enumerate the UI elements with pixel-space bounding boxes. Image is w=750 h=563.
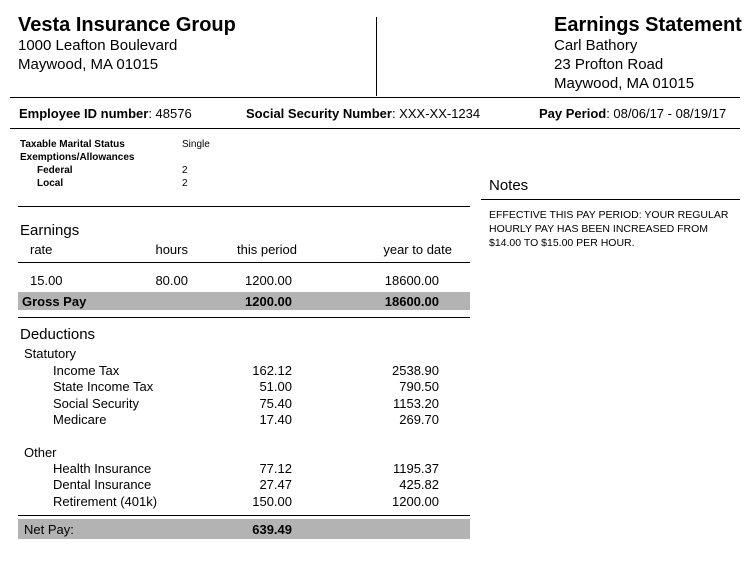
gross-pay-ytd: 18600.00 bbox=[384, 294, 439, 309]
earnings-hours: 80.00 bbox=[155, 273, 188, 288]
deduction-ytd: 1195.37 bbox=[392, 461, 439, 476]
federal-label: Federal bbox=[37, 165, 73, 176]
header-hours: hours bbox=[155, 242, 188, 257]
local-label: Local bbox=[37, 178, 64, 189]
deduction-ytd: 1200.00 bbox=[392, 494, 439, 509]
deductions-title: Deductions bbox=[20, 326, 96, 343]
deduction-this-period: 17.40 bbox=[259, 412, 292, 427]
marital-status-label: Taxable Marital Status bbox=[20, 139, 125, 150]
ssn bbox=[246, 106, 480, 121]
deduction-label: Retirement (401k) bbox=[53, 494, 158, 509]
other-title: Other bbox=[24, 445, 57, 460]
ssn-label: Social Security Number bbox=[246, 106, 392, 121]
company-address-line1: 1000 Leafton Boulevard bbox=[18, 37, 178, 54]
gross-rule bbox=[18, 317, 470, 318]
employee-name: Carl Bathory bbox=[554, 37, 638, 54]
deduction-this-period: 150.00 bbox=[252, 494, 292, 509]
header-ytd: year to date bbox=[383, 242, 452, 257]
earnings-ytd: 18600.00 bbox=[384, 273, 439, 288]
deduction-label: Income Tax bbox=[53, 363, 120, 378]
exemptions-label: Exemptions/Allowances bbox=[20, 152, 135, 163]
earnings-rate: 15.00 bbox=[30, 273, 63, 288]
id-rule bbox=[10, 128, 740, 129]
employee-address-line1: 23 Profton Road bbox=[554, 56, 664, 73]
marital-status-value: Single bbox=[182, 139, 210, 150]
federal-value: 2 bbox=[182, 165, 188, 176]
ssn-value: : XXX-XX-1234 bbox=[391, 106, 481, 121]
header-divider bbox=[376, 17, 377, 96]
deduction-ytd: 1153.20 bbox=[392, 396, 439, 411]
company-name: Vesta Insurance Group bbox=[18, 14, 236, 36]
deduction-ytd: 790.50 bbox=[399, 379, 439, 394]
deduction-this-period: 77.12 bbox=[259, 461, 292, 476]
tax-info-rule bbox=[18, 206, 470, 207]
earnings-this-period: 1200.00 bbox=[245, 273, 292, 288]
header-rate: rate bbox=[30, 242, 53, 257]
deduction-this-period: 51.00 bbox=[259, 379, 292, 394]
notes-text: EFFECTIVE THIS PAY PERIOD: YOUR REGULAR HOURLY PAY HAS BEEN INCREASED FROM $14.00 TO $15.00 PER HOUR. bbox=[489, 209, 729, 249]
pay-period bbox=[539, 106, 726, 121]
deduction-label: State Income Tax bbox=[53, 379, 154, 394]
statement-title: Earnings Statement bbox=[554, 14, 742, 36]
header-this-period: this period bbox=[237, 242, 297, 257]
deduction-label: Dental Insurance bbox=[53, 477, 152, 492]
deduction-label: Social Security bbox=[53, 396, 139, 411]
pay-period-value: : 08/06/17 - 08/19/17 bbox=[606, 106, 727, 121]
gross-pay-label: Gross Pay bbox=[22, 294, 87, 309]
gross-pay-this-period: 1200.00 bbox=[245, 294, 292, 309]
deduction-this-period: 27.47 bbox=[259, 477, 292, 492]
deduction-this-period: 75.40 bbox=[259, 396, 292, 411]
earnings-header-rule bbox=[18, 262, 470, 263]
employee-address-line2: Maywood, MA 01015 bbox=[554, 75, 695, 92]
notes-title: Notes bbox=[489, 177, 529, 194]
deduction-ytd: 2538.90 bbox=[392, 363, 439, 378]
net-pay-label: Net Pay: bbox=[24, 522, 74, 537]
employee-id bbox=[19, 106, 192, 121]
deduction-ytd: 269.70 bbox=[399, 412, 439, 427]
deduction-ytd: 425.82 bbox=[399, 477, 439, 492]
employee-id-value: : 48576 bbox=[148, 106, 192, 121]
statutory-title: Statutory bbox=[24, 346, 77, 361]
deduction-label: Health Insurance bbox=[53, 461, 152, 476]
employee-id-label: Employee ID number bbox=[19, 106, 149, 121]
company-address-line2: Maywood, MA 01015 bbox=[18, 56, 159, 73]
net-pay-value: 639.49 bbox=[252, 522, 292, 537]
deduction-label: Medicare bbox=[53, 412, 107, 427]
local-value: 2 bbox=[182, 178, 188, 189]
header-rule bbox=[10, 97, 740, 98]
pay-period-label: Pay Period bbox=[539, 106, 607, 121]
net-pay-rule bbox=[18, 515, 470, 516]
deduction-this-period: 162.12 bbox=[252, 363, 292, 378]
notes-rule bbox=[481, 199, 740, 200]
earnings-title: Earnings bbox=[20, 222, 80, 239]
